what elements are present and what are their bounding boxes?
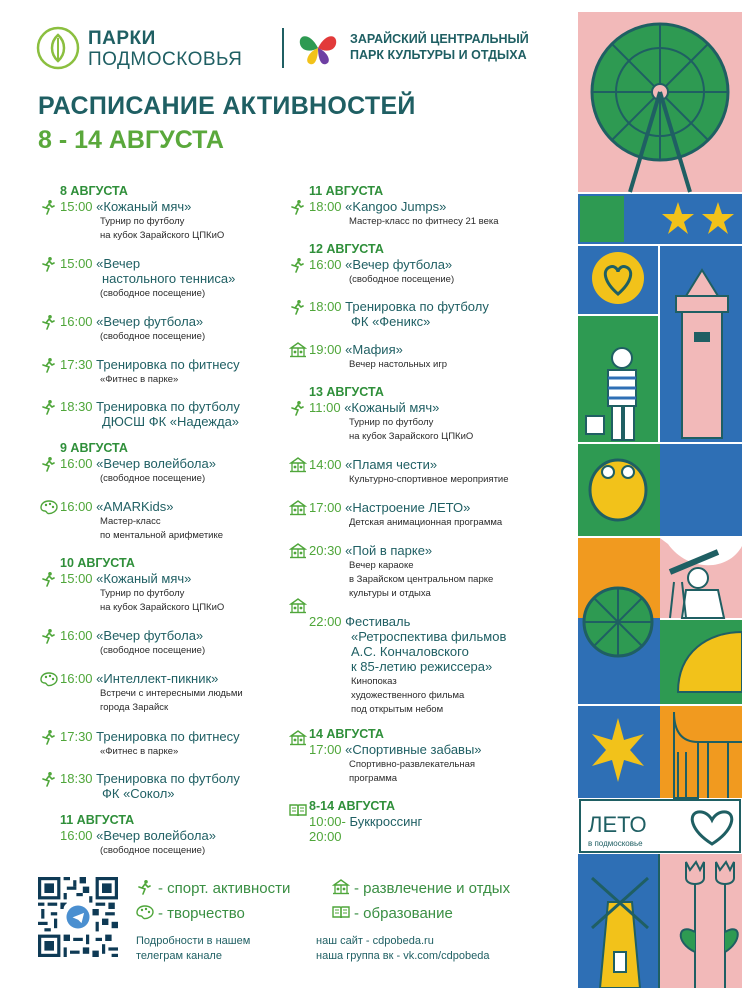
event-line	[351, 314, 430, 329]
event-title: «Мафия»	[345, 342, 403, 357]
event-line	[60, 729, 240, 744]
event-title: к 85-летию режиссера»	[351, 659, 493, 674]
creativity-icon	[40, 671, 56, 687]
event-desc: Спортивно-развлекательная	[349, 759, 476, 770]
event-time: 16:00	[60, 671, 93, 686]
event-desc: под открытым небом	[351, 704, 444, 715]
event-time: 18:00	[309, 299, 342, 314]
sport-icon	[40, 456, 56, 472]
event-title: «Вечер футбола»	[345, 257, 453, 272]
event-line	[60, 357, 240, 372]
park-name-line2: ПАРК КУЛЬТУРЫ И ОТДЫХА	[350, 48, 527, 62]
event-title: Фестиваль	[345, 614, 411, 629]
event-line	[351, 644, 469, 659]
event-time: 20:30	[309, 543, 342, 558]
event-title: Тренировка по футболу	[96, 399, 240, 414]
sport-icon	[40, 771, 56, 787]
sport-icon	[289, 199, 305, 215]
event-title: Тренировка по фитнесу	[96, 357, 240, 372]
park-logo	[296, 24, 556, 72]
event-time: 18:00	[309, 199, 342, 214]
event-line	[60, 628, 203, 643]
event-line	[102, 271, 235, 286]
event-time: 14:00	[309, 457, 342, 472]
event-title: Буккроссинг	[349, 814, 423, 829]
book-icon	[289, 802, 305, 818]
event-title: «Кожаный мяч»	[96, 571, 192, 586]
event-title: «Вечер футбола»	[96, 314, 204, 329]
event-day: 10 АВГУСТА	[60, 556, 135, 570]
sport-icon	[40, 357, 56, 373]
event-line	[309, 814, 422, 829]
event-time: 19:00	[309, 342, 342, 357]
summer-sub: в подмосковье	[588, 839, 643, 848]
legend-entertainment	[332, 879, 510, 897]
event-time: 16:00	[60, 628, 93, 643]
event-line	[60, 671, 218, 686]
site-link[interactable]: наш сайт - cdpobeda.ru	[316, 935, 434, 947]
summer-word: ЛЕТО	[588, 812, 647, 837]
event-time: 16:00	[60, 828, 93, 843]
event-day: 9 АВГУСТА	[60, 441, 128, 455]
event-desc: Вечер настольных игр	[349, 359, 448, 370]
event-desc: (свободное посещение)	[349, 274, 455, 285]
leaf-logo-icon	[36, 26, 80, 70]
event-title: «Ретроспектива фильмов	[351, 629, 507, 644]
event-desc: «Фитнес в парке»	[100, 746, 179, 757]
event-title: ДЮСШ ФК «Надежда»	[102, 414, 240, 429]
event-desc: (свободное посещение)	[100, 288, 206, 299]
event-desc: на кубок Зарайского ЦПКиО	[349, 431, 474, 442]
lighthouse-icon	[676, 270, 728, 438]
event-line	[102, 414, 239, 429]
event-title: ФК «Сокол»	[102, 786, 175, 801]
carousel-icon	[289, 598, 305, 614]
creativity-icon	[40, 499, 56, 515]
legend-sport	[136, 879, 290, 897]
event-title: «Пламя чести»	[345, 457, 438, 472]
creativity-icon	[136, 904, 154, 920]
telegram-line1: Подробности в нашем	[136, 935, 251, 947]
book-icon	[332, 904, 350, 920]
event-desc: Турнир по футболу	[100, 588, 185, 599]
citrus-icon	[584, 588, 652, 656]
event-time: 22:00	[309, 614, 342, 629]
legend-education	[332, 904, 453, 922]
event-line	[60, 256, 140, 271]
event-title: «AMARKids»	[96, 499, 174, 514]
event-title: Тренировка по фитнесу	[96, 729, 240, 744]
event-title: Тренировка по футболу	[345, 299, 489, 314]
event-desc: программа	[349, 773, 398, 784]
event-desc: Мастер-класс	[100, 516, 161, 527]
legend-education-label: - образование	[354, 905, 453, 922]
event-line	[309, 742, 482, 757]
event-line	[60, 771, 240, 786]
event-time: 16:00	[60, 456, 93, 471]
event-line	[309, 342, 403, 357]
carousel-icon	[332, 879, 350, 895]
butterfly-logo-icon	[296, 28, 340, 68]
event-time: 18:30	[60, 399, 93, 414]
sport-icon	[40, 628, 56, 644]
event-time: 15:00	[60, 571, 93, 586]
sport-icon	[289, 257, 305, 273]
event-title: «Вечер волейбола»	[96, 456, 216, 471]
event-time: 16:00	[60, 314, 93, 329]
logo-parks-line2: ПОДМОСКОВЬЯ	[88, 49, 243, 70]
event-time: 17:00	[309, 500, 342, 515]
event-day: 14 АВГУСТА	[309, 727, 384, 741]
event-desc: на кубок Зарайского ЦПКиО	[100, 602, 225, 613]
event-line	[309, 614, 410, 629]
event-line	[309, 257, 452, 272]
event-line	[60, 456, 216, 471]
event-desc: (свободное посещение)	[100, 845, 206, 856]
event-desc: на кубок Зарайского ЦПКиО	[100, 230, 225, 241]
event-desc: Мастер-класс по фитнесу 21 века	[349, 216, 499, 227]
event-desc: (свободное посещение)	[100, 645, 206, 656]
event-line	[309, 199, 446, 214]
sport-icon	[136, 879, 154, 895]
telegram-note	[136, 934, 250, 964]
carousel-icon	[289, 342, 305, 358]
sport-icon	[40, 314, 56, 330]
event-title: «Вечер футбола»	[96, 628, 204, 643]
event-line	[60, 199, 191, 214]
event-time: 18:30	[60, 771, 93, 786]
event-day: 11 АВГУСТА	[60, 813, 135, 827]
event-title: «Настроение ЛЕТО»	[345, 500, 471, 515]
event-line	[60, 828, 216, 843]
event-line	[351, 629, 506, 644]
event-title: «Интеллект-пикник»	[96, 671, 219, 686]
page-title: РАСПИСАНИЕ АКТИВНОСТЕЙ	[38, 92, 416, 120]
event-line	[60, 399, 240, 414]
event-line	[60, 499, 173, 514]
event-time: 10:00-	[309, 814, 346, 829]
qr-code[interactable]	[38, 877, 118, 957]
event-line	[309, 500, 470, 515]
event-line	[309, 400, 439, 415]
sport-icon	[40, 199, 56, 215]
event-day: 11 АВГУСТА	[309, 184, 384, 198]
parks-logo	[36, 26, 276, 72]
sport-icon	[40, 571, 56, 587]
event-day: 8 АВГУСТА	[60, 184, 128, 198]
legend-sport-label: - спорт. активности	[158, 880, 291, 897]
frog-icon	[590, 460, 646, 520]
event-line	[351, 659, 492, 674]
event-desc: Детская анимационная программа	[349, 517, 503, 528]
event-day: 13 АВГУСТА	[309, 385, 384, 399]
sport-icon	[40, 399, 56, 415]
event-time: 15:00	[60, 256, 93, 271]
sport-icon	[289, 400, 305, 416]
event-line	[309, 829, 342, 844]
event-line	[60, 571, 191, 586]
page-dates: 8 - 14 АВГУСТА	[38, 126, 224, 154]
event-desc: Культурно-спортивное мероприятие	[349, 474, 509, 485]
event-line	[309, 543, 432, 558]
carousel-icon	[289, 500, 305, 516]
event-time: 17:00	[309, 742, 342, 757]
event-desc: города Зарайск	[100, 702, 169, 713]
event-desc: Турнир по футболу	[100, 216, 185, 227]
event-time: 16:00	[309, 257, 342, 272]
event-time: 20:00	[309, 829, 342, 844]
event-day: 8-14 АВГУСТА	[309, 799, 395, 813]
vk-link[interactable]: наша группа вк - vk.com/cdpobeda	[316, 950, 490, 962]
legend-creativity-label: - творчество	[158, 905, 245, 922]
event-line	[102, 786, 175, 801]
event-title: Тренировка по футболу	[96, 771, 240, 786]
event-time: 16:00	[60, 499, 93, 514]
heart-icon	[592, 252, 644, 304]
event-time: 17:30	[60, 357, 93, 372]
telegram-line2: телеграм канале	[136, 950, 222, 962]
park-name-line1: ЗАРАЙСКИЙ ЦЕНТРАЛЬНЫЙ	[350, 32, 529, 46]
header-divider	[282, 28, 284, 68]
event-line	[309, 457, 437, 472]
event-desc: культуры и отдыха	[349, 588, 431, 599]
event-title: настольного тенниса»	[102, 271, 236, 286]
event-desc: Кинопоказ	[351, 676, 397, 687]
decorative-summer-panel	[578, 12, 742, 988]
event-desc: (свободное посещение)	[100, 331, 206, 342]
event-desc: (свободное посещение)	[100, 473, 206, 484]
event-desc: в Зарайском центральном парке	[349, 574, 494, 585]
event-desc: Встречи с интересными людьми	[100, 688, 243, 699]
logo-parks-line1: ПАРКИ	[88, 28, 156, 49]
event-title: «Вечер	[96, 256, 141, 271]
legend-creativity	[136, 904, 245, 922]
event-title: ФК «Феникс»	[351, 314, 431, 329]
sport-icon	[40, 729, 56, 745]
event-title: «Спортивные забавы»	[345, 742, 482, 757]
event-time: 11:00	[309, 400, 341, 415]
event-desc: Вечер караоке	[349, 560, 414, 571]
carousel-icon	[289, 543, 305, 559]
carousel-icon	[289, 457, 305, 473]
event-title: «Кожаный мяч»	[96, 199, 192, 214]
event-line	[60, 314, 203, 329]
event-time: 15:00	[60, 199, 93, 214]
event-time: 17:30	[60, 729, 93, 744]
event-line	[309, 299, 489, 314]
carousel-icon	[289, 730, 305, 746]
event-title: «Вечер волейбола»	[96, 828, 216, 843]
event-title: «Пой в парке»	[345, 543, 433, 558]
event-desc: по ментальной арифметике	[100, 530, 224, 541]
event-day: 12 АВГУСТА	[309, 242, 384, 256]
event-desc: художественного фильма	[351, 690, 465, 701]
sport-icon	[289, 299, 305, 315]
event-title: «Кожаный мяч»	[344, 400, 440, 415]
sport-icon	[40, 256, 56, 272]
event-title: «Kangoo Jumps»	[345, 199, 447, 214]
event-title: А.С. Кончаловского	[351, 644, 469, 659]
event-desc: «Фитнес в парке»	[100, 374, 179, 385]
legend-entertainment-label: - развлечение и отдых	[354, 880, 511, 897]
contacts	[316, 934, 489, 964]
event-desc: Турнир по футболу	[349, 417, 434, 428]
